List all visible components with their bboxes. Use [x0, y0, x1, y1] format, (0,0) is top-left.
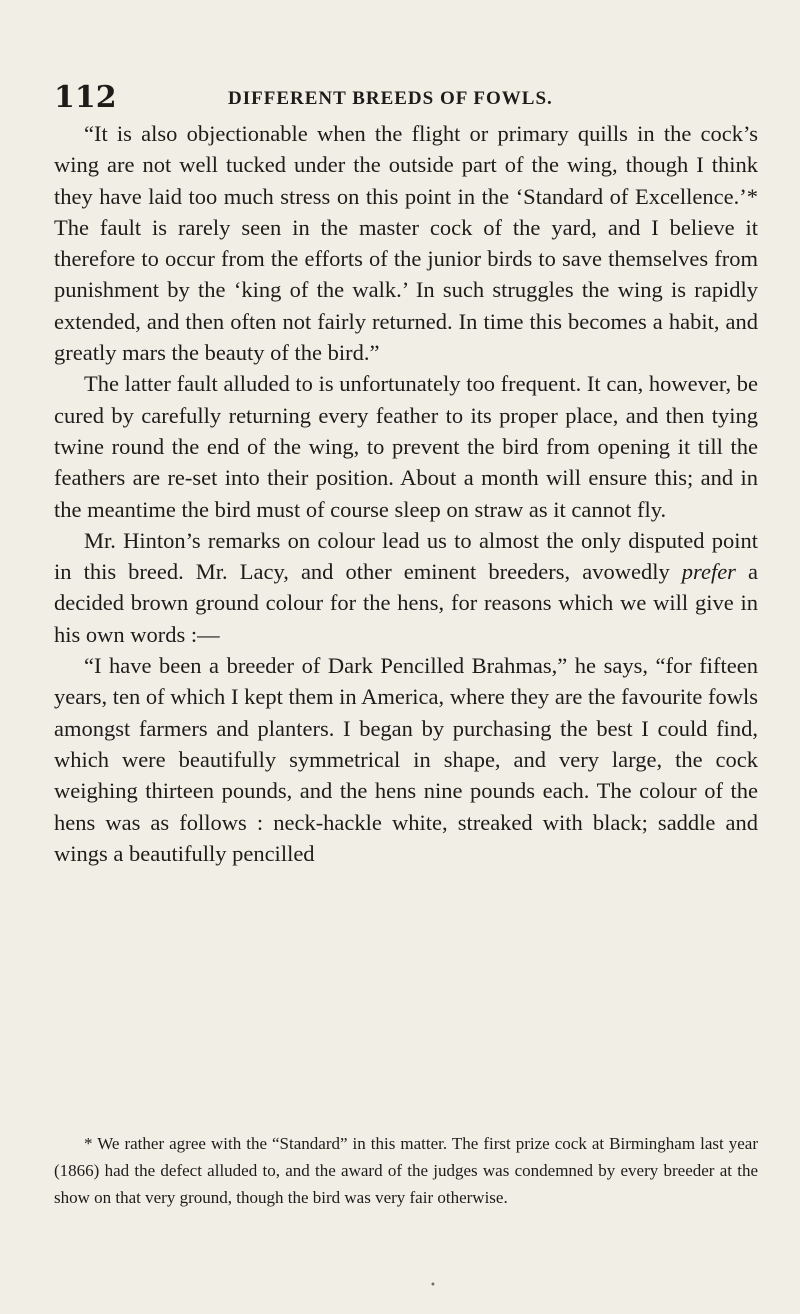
paragraph-2: The latter fault alluded to is unfortunately too frequent. It can, however, be cured by carefully returning every feather to its proper place, and then tying twine round the end of the wing, to prevent the bird from opening it till the feathers are re-set into their position. About a month will ensure this; and in the meantime the bird must of course sleep on straw as it cannot fly. — [54, 371, 758, 522]
page-number: 112 — [54, 80, 117, 115]
paragraph-3 — [54, 525, 758, 650]
emphasis-prefer: prefer — [681, 559, 736, 585]
running-head: DIFFERENT BREEDS OF FOWLS. — [228, 88, 553, 109]
stray-mark: • — [430, 1280, 436, 1291]
paragraph-1: “It is also objectionable when the flight or primary quills in the cock’s wing are not well tucked under the outside part of the wing, though I think they have laid too much stress on this point in the ‘Standard of Excellence.’* The fault is rarely seen in the master cock of the yard, and I believe it therefore to occur from the efforts of the junior birds to save themselves from punishment by the ‘king of the walk.’ In such struggles the wing is rapidly extended, and then often not fairly returned. In time this becomes a habit, and greatly mars the beauty of the bird.” — [54, 121, 758, 366]
paragraph-3-end: a decided brown ground colour for the hens, for reasons which we will give in his own words :— — [54, 559, 758, 647]
paragraph-3-start: Mr. Hinton’s remarks on colour lead us to almost the only disputed point in this breed. Mr. Lacy, and other eminent breeders, avowedly — [54, 527, 758, 585]
body-text — [54, 118, 758, 869]
footnote — [54, 1130, 758, 1211]
paragraph-4: “I have been a breeder of Dark Pencilled Brahmas,” he says, “for fifteen years, ten of which I kept them in America, where they are the favourite fowls amongst farmers and planters. I began by purchasing the best I could find, which were beautifully symmetrical in shape, and very large, the cock weighing thirteen pounds, and the hens nine pounds each. The colour of the hens was as follows : neck-hackle white, streaked with black; saddle and wings a beautifully pencilled — [54, 653, 758, 866]
footnote-text: * We rather agree with the “Standard” in this matter. The first prize cock at Birmingham last year (1866) had the defect alluded to, and the award of the judges was condemned by every breeder at the show on that very ground, though the bird was very fair otherwise. — [54, 1134, 758, 1207]
